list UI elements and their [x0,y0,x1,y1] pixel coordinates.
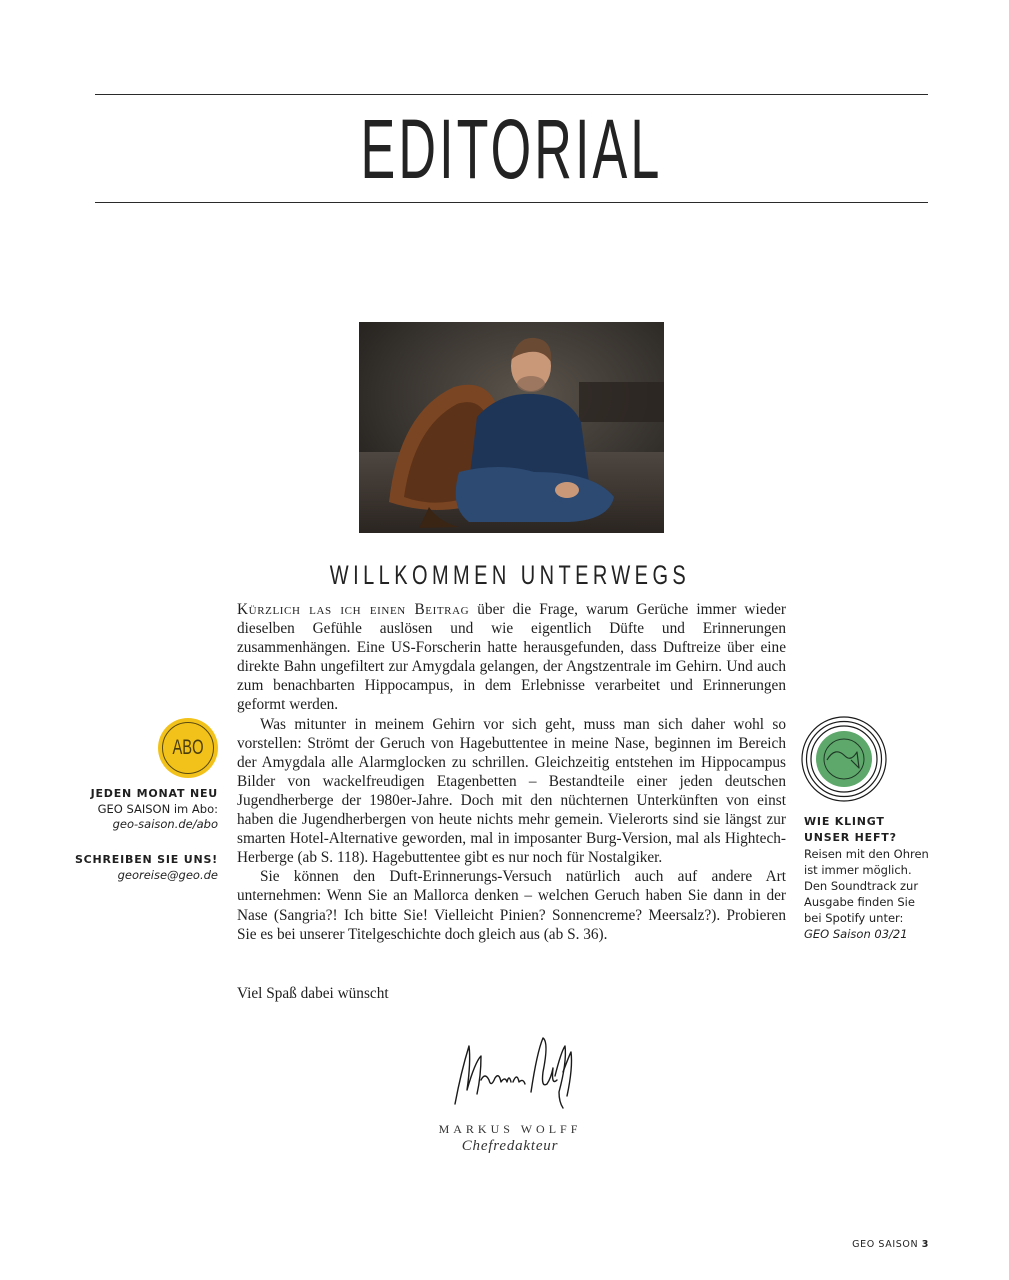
soundtrack-text-line-1: Reisen mit den Ohren [804,847,929,861]
masthead-rule-bottom [95,202,928,203]
article-body [237,600,786,944]
contact-heading: SCHREIBEN SIE UNS! [74,853,218,866]
article-paragraph-1 [237,600,786,715]
folio-publication: GEO SAISON [852,1239,919,1250]
abo-badge-label: ABO [172,736,204,759]
signature-role: Chefredakteur [461,1138,559,1154]
article-paragraph-2: Was mitunter in meinem Gehirn vor sich geht, muss man sich daher wohl so vorstellen: Strömt der Geruch von Hagebuttentee in meine Nase, beginnen im Bereich der Amygdala alle Alarmglocken zu schrillen. Gleichzeitig entstehen im Hippocampus Bilder von wackelfreudigen Etagenbetten – Bestandteile einer jeden deutschen Jugendherberge der 1980er-Jahre. Doch mit den nüchternen Unterkünften von einst haben die Jugendherbergen von heute nichts mehr gemein. Vielerorts sind sie längst zur smarten Hotel-Alternative geworden, mal in imposanter Burg-Version, mal als Hightech-Herberge (ab S. 118). Hagebuttentee gibt es nur noch für Nostalgiker. [237,715,786,867]
article-lead-smallcaps: Kürzlich las ich einen Beitrag [237,601,470,618]
spotify-code-icon[interactable] [801,716,887,802]
subscription-heading: JEDEN MONAT NEU [90,787,218,800]
subscription-text: GEO SAISON im Abo: [97,801,218,816]
masthead-title: EDITORIAL [360,102,663,196]
editor-portrait-photo [359,322,664,533]
soundtrack-text-line-2: ist immer möglich. [804,863,912,877]
masthead-rule-top [95,94,928,95]
subscription-info [58,786,218,833]
folio-page-number: 3 [921,1239,929,1250]
soundtrack-text-line-3: Den Soundtrack zur [804,879,919,893]
article-closing: Viel Spaß dabei wünscht [237,985,389,1002]
article-paragraph-1-text: über die Frage, warum Gerüche immer wieder dieselben Gefühle auslösen und wie eigentlich Düfte und Erinnerungen zusammenhängen. Eine US-Forscherin hatte herausgefunden, dass Duftreize über eine direkte Bahn ungefiltert zur Amygdala gelangen, der Angstzentrale im Gehirn. Und auch zum benachbarten Hippocampus, in dem Erlebnisse verarbeitet und Erinnerungen geformt werden. [237,601,787,714]
soundtrack-text-line-4: Ausgabe finden Sie [804,895,915,909]
article-paragraph-3: Sie können den Duft-Erinnerungs-Versuch natürlich auch auf andere Art unternehmen: Wenn Sie an Mallorca denken – welchen Geruch haben Sie dann in der Nase (Sangria?! Ich bitte Sie! Vielleicht Pinien? Sonnencreme? Meersalz?). Probieren Sie es bei unserer Titelgeschichte doch gleich aus (ab S. 36). [237,868,786,943]
soundtrack-heading-line-1: WIE KLINGT [804,815,885,828]
subscription-link[interactable]: geo-saison.de/abo [112,817,218,831]
soundtrack-info [804,814,944,942]
abo-badge[interactable] [158,718,218,778]
handwritten-signature [447,1032,577,1120]
signature-name: MARKUS WOLFF [438,1122,582,1136]
soundtrack-text-line-5: bei Spotify unter: [804,911,904,925]
article-headline: WILLKOMMEN UNTERWEGS [329,560,691,590]
soundtrack-heading-line-2: UNSER HEFT? [804,831,897,844]
soundtrack-playlist-name[interactable]: GEO Saison 03/21 [804,927,908,941]
page-folio [852,1239,929,1250]
contact-email-link[interactable]: georeise@geo.de [117,867,218,882]
contact-info [58,852,218,883]
